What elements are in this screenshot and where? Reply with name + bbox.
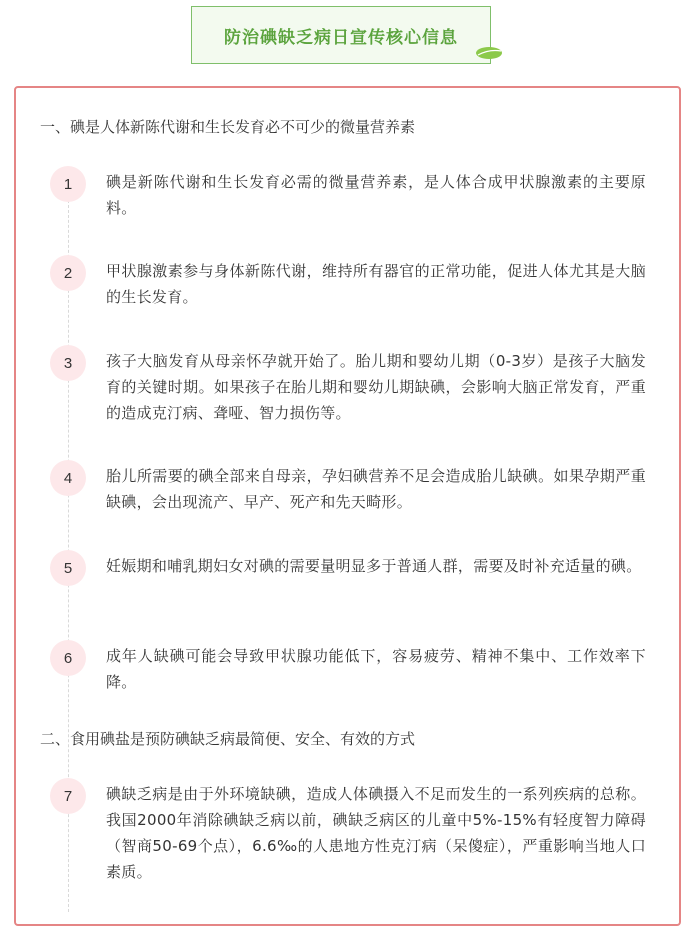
item-text: 甲状腺激素参与身体新陈代谢，维持所有器官的正常功能，促进人体尤其是大脑的生长发育。	[106, 262, 646, 306]
item-number-badge: 7	[50, 778, 86, 814]
item-text: 妊娠期和哺乳期妇女对碘的需要量明显多于普通人群，需要及时补充适量的碘。	[106, 557, 642, 575]
item-text: 胎儿所需要的碘全部来自母亲，孕妇碘营养不足会造成胎儿缺碘。如果孕期严重缺碘，会出现流产、早产、死产和先天畸形。	[106, 467, 646, 511]
leaf-icon	[474, 45, 504, 61]
item-number-badge: 5	[50, 550, 86, 586]
item-number-badge: 6	[50, 640, 86, 676]
page-title: 防治碘缺乏病日宣传核心信息	[224, 27, 458, 48]
item-text: 碘缺乏病是由于外环境缺碘，造成人体碘摄入不足而发生的一系列疾病的总称。我国2000年消除碘缺乏病以前，碘缺乏病区的儿童中5%-15%有轻度智力障碍（智商50-69个点），6.6‰的人患地方性克汀病（呆傻症），严重影响当地人口素质。	[106, 785, 646, 881]
item-text: 孩子大脑发育从母亲怀孕就开始了。胎儿期和婴幼儿期（0-3岁）是孩子大脑发育的关键时期。如果孩子在胎儿期和婴幼儿期缺碘，会影响大脑正常发育，严重的造成克汀病、聋哑、智力损伤等。	[106, 352, 646, 422]
section-heading-2: 二、食用碘盐是预防碘缺乏病最简便、安全、有效的方式	[40, 730, 416, 748]
item-number-badge: 2	[50, 255, 86, 291]
page-title-box	[191, 6, 491, 64]
item-text: 成年人缺碘可能会导致甲状腺功能低下，容易疲劳、精神不集中、工作效率下降。	[106, 647, 646, 691]
item-text: 碘是新陈代谢和生长发育必需的微量营养素，是人体合成甲状腺激素的主要原料。	[106, 173, 646, 217]
item-number-badge: 1	[50, 166, 86, 202]
item-number-badge: 4	[50, 460, 86, 496]
section-heading-1: 一、碘是人体新陈代谢和生长发育必不可少的微量营养素	[40, 118, 416, 136]
item-number-badge: 3	[50, 345, 86, 381]
